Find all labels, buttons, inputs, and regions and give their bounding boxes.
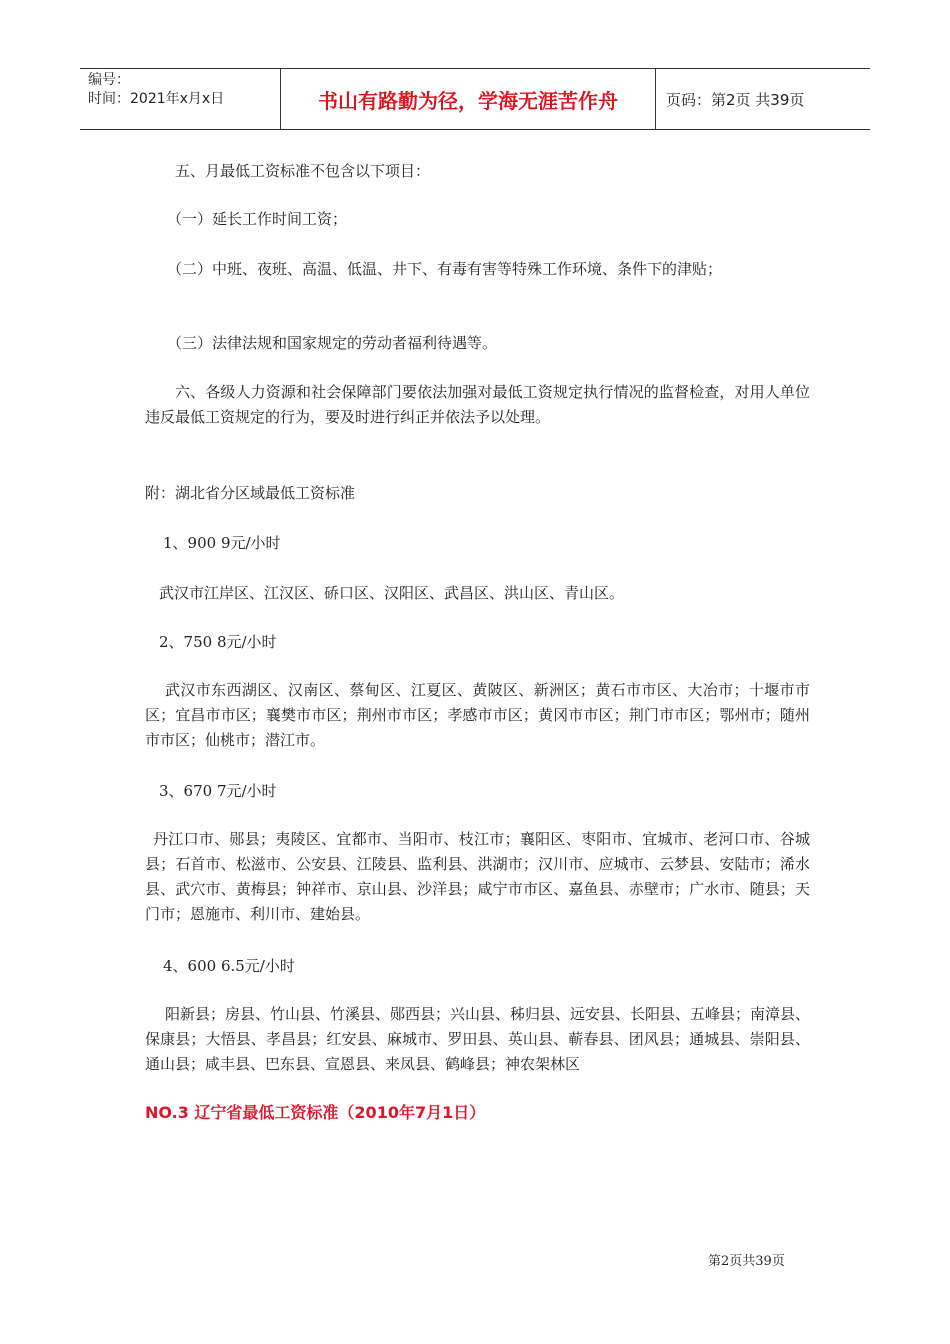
page-footer: 第2页共39页 [708,1254,785,1269]
page-header [80,68,870,130]
tier-4-label: 4、600 6.5元/小时 [163,957,295,975]
time-label: 时间：2021年x月x日 [88,91,225,107]
item-2: （二）中班、夜班、高温、低温、井下、有毒有害等特殊工作环境、条件下的津贴； [167,260,723,278]
code-label: 编号： [88,72,130,88]
paragraph-6: 六、各级人力资源和社会保障部门要依法加强对最低工资规定执行情况的监督检查，对用人单位违反最低工资规定的行为，要及时进行纠正并依法予以处理。 [145,383,810,426]
tier-4-areas: 阳新县；房县、竹山县、竹溪县、郧西县；兴山县、秭归县、远安县、长阳县、五峰县；南漳县、保康县；大悟县、孝昌县；红安县、麻城市、罗田县、英山县、蕲春县、团风县；通城县、崇阳县、通山县；咸丰县、巴东县、宣恩县、来凤县、鹤峰县；神农架林区 [145,1005,811,1073]
appendix-title: 附：湖北省分区域最低工资标准 [145,484,356,502]
item-1: （一）延长工作时间工资； [167,210,348,228]
tier-3-areas: 丹江口市、郧县；夷陵区、宜都市、当阳市、枝江市；襄阳区、枣阳市、宜城市、老河口市、谷城县；石首市、松滋市、公安县、江陵县、监利县、洪湖市；汉川市、应城市、云梦县、安陆市；浠水县、武穴市、黄梅县；钟祥市、京山县、沙洋县；咸宁市市区、嘉鱼县、赤壁市；广水市、随县；天门市；恩施市、利川市、建始县。 [145,830,810,923]
header-page-label: 页码：第2页 共39页 [666,90,805,109]
tier-3-label: 3、670 7元/小时 [159,782,277,800]
item-3: （三）法律法规和国家规定的劳动者福利待遇等。 [167,334,498,352]
tier-2-areas: 武汉市东西湖区、汉南区、蔡甸区、江夏区、黄陂区、新洲区；黄石市市区、大冶市；十堰市市区；宜昌市市区；襄樊市市区；荆州市市区；孝感市市区；黄冈市市区；荆门市市区；鄂州市；随州市市区；仙桃市；潜江市。 [145,681,810,749]
tier-1-label: 1、900 9元/小时 [163,534,281,552]
tier-1-areas: 武汉市江岸区、江汉区、硚口区、汉阳区、武昌区、洪山区、青山区。 [159,584,625,602]
section-heading: NO.3 辽宁省最低工资标准（2010年7月1日） [145,1103,486,1122]
header-motto: 书山有路勤为径，学海无涯苦作舟 [281,69,656,129]
tier-2-label: 2、750 8元/小时 [159,633,277,651]
header-meta [80,69,281,129]
paragraph-5: 五、月最低工资标准不包含以下项目： [175,162,431,180]
